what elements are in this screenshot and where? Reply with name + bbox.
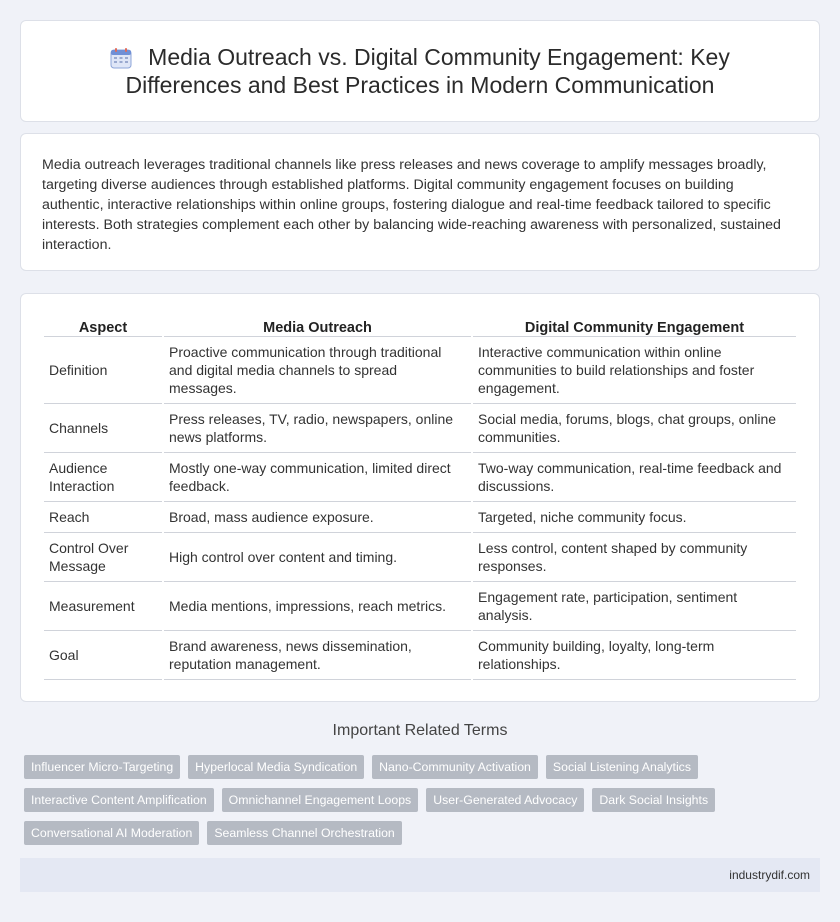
page-title	[61, 43, 779, 99]
footer	[20, 858, 820, 892]
related-term-tag[interactable]: Nano-Community Activation	[372, 755, 538, 779]
cell-digital: Two-way communication, real-time feedback and discussions.	[473, 453, 796, 502]
related-term-tag[interactable]: Omnichannel Engagement Loops	[222, 788, 419, 812]
header-digital-community: Digital Community Engagement	[473, 315, 796, 337]
cell-media: Mostly one-way communication, limited direct feedback.	[164, 453, 471, 502]
cell-digital: Engagement rate, participation, sentiment analysis.	[473, 582, 796, 631]
cell-aspect: Definition	[44, 337, 162, 404]
title-wrap	[21, 21, 819, 121]
related-term-tag[interactable]: Interactive Content Amplification	[24, 788, 214, 812]
table-row	[44, 337, 796, 404]
comparison-table	[42, 315, 798, 680]
cell-digital: Targeted, niche community focus.	[473, 502, 796, 533]
cell-digital: Social media, forums, blogs, chat groups, online communities.	[473, 404, 796, 453]
table-header-row	[44, 315, 796, 337]
intro-card	[20, 133, 820, 271]
related-terms-heading: Important Related Terms	[332, 722, 508, 739]
cell-digital: Interactive communication within online communities to build relationships and foster engagement.	[473, 337, 796, 404]
table-row	[44, 533, 796, 582]
related-term-tag[interactable]: User-Generated Advocacy	[426, 788, 584, 812]
related-term-tag[interactable]: Influencer Micro-Targeting	[24, 755, 180, 779]
intro-paragraph: Media outreach leverages traditional channels like press releases and news coverage to amplify messages broadly, targeting diverse audiences through established platforms. Digital community engagement focuses on building authentic, interactive relationships within online groups, fostering dialogue and real-time feedback tailored to specific interests. Both strategies complement each other by balancing wide-reaching awareness with personalized, sustained interaction.	[42, 157, 781, 253]
related-term-tag[interactable]: Hyperlocal Media Syndication	[188, 755, 364, 779]
cell-media: Press releases, TV, radio, newspapers, online news platforms.	[164, 404, 471, 453]
comparison-card	[20, 293, 820, 702]
title-card	[20, 20, 820, 122]
related-term-tag[interactable]: Social Listening Analytics	[546, 755, 698, 779]
calendar-icon	[110, 47, 132, 69]
cell-media: Broad, mass audience exposure.	[164, 502, 471, 533]
header-media-outreach: Media Outreach	[164, 315, 471, 337]
table-row	[44, 453, 796, 502]
related-term-tag[interactable]: Dark Social Insights	[592, 788, 715, 812]
table-row	[44, 404, 796, 453]
cell-aspect: Reach	[44, 502, 162, 533]
related-term-tag[interactable]: Conversational AI Moderation	[24, 821, 199, 845]
cell-aspect: Control Over Message	[44, 533, 162, 582]
table-row	[44, 502, 796, 533]
cell-digital: Less control, content shaped by community responses.	[473, 533, 796, 582]
cell-aspect: Audience Interaction	[44, 453, 162, 502]
related-term-tag[interactable]: Seamless Channel Orchestration	[207, 821, 401, 845]
cell-media: Media mentions, impressions, reach metrics.	[164, 582, 471, 631]
footer-site[interactable]: industrydif.com	[729, 868, 810, 882]
header-aspect: Aspect	[44, 315, 162, 337]
table-row	[44, 631, 796, 680]
page-title-text: Media Outreach vs. Digital Community Engagement: Key Differences and Best Practices in Modern Communication	[125, 44, 730, 98]
table-row	[44, 582, 796, 631]
cell-media: Proactive communication through traditional and digital media channels to spread messages.	[164, 337, 471, 404]
cell-media: Brand awareness, news dissemination, reputation management.	[164, 631, 471, 680]
cell-aspect: Goal	[44, 631, 162, 680]
cell-media: High control over content and timing.	[164, 533, 471, 582]
cell-aspect: Channels	[44, 404, 162, 453]
cell-digital: Community building, loyalty, long-term relationships.	[473, 631, 796, 680]
related-terms-tags	[24, 755, 814, 845]
cell-aspect: Measurement	[44, 582, 162, 631]
